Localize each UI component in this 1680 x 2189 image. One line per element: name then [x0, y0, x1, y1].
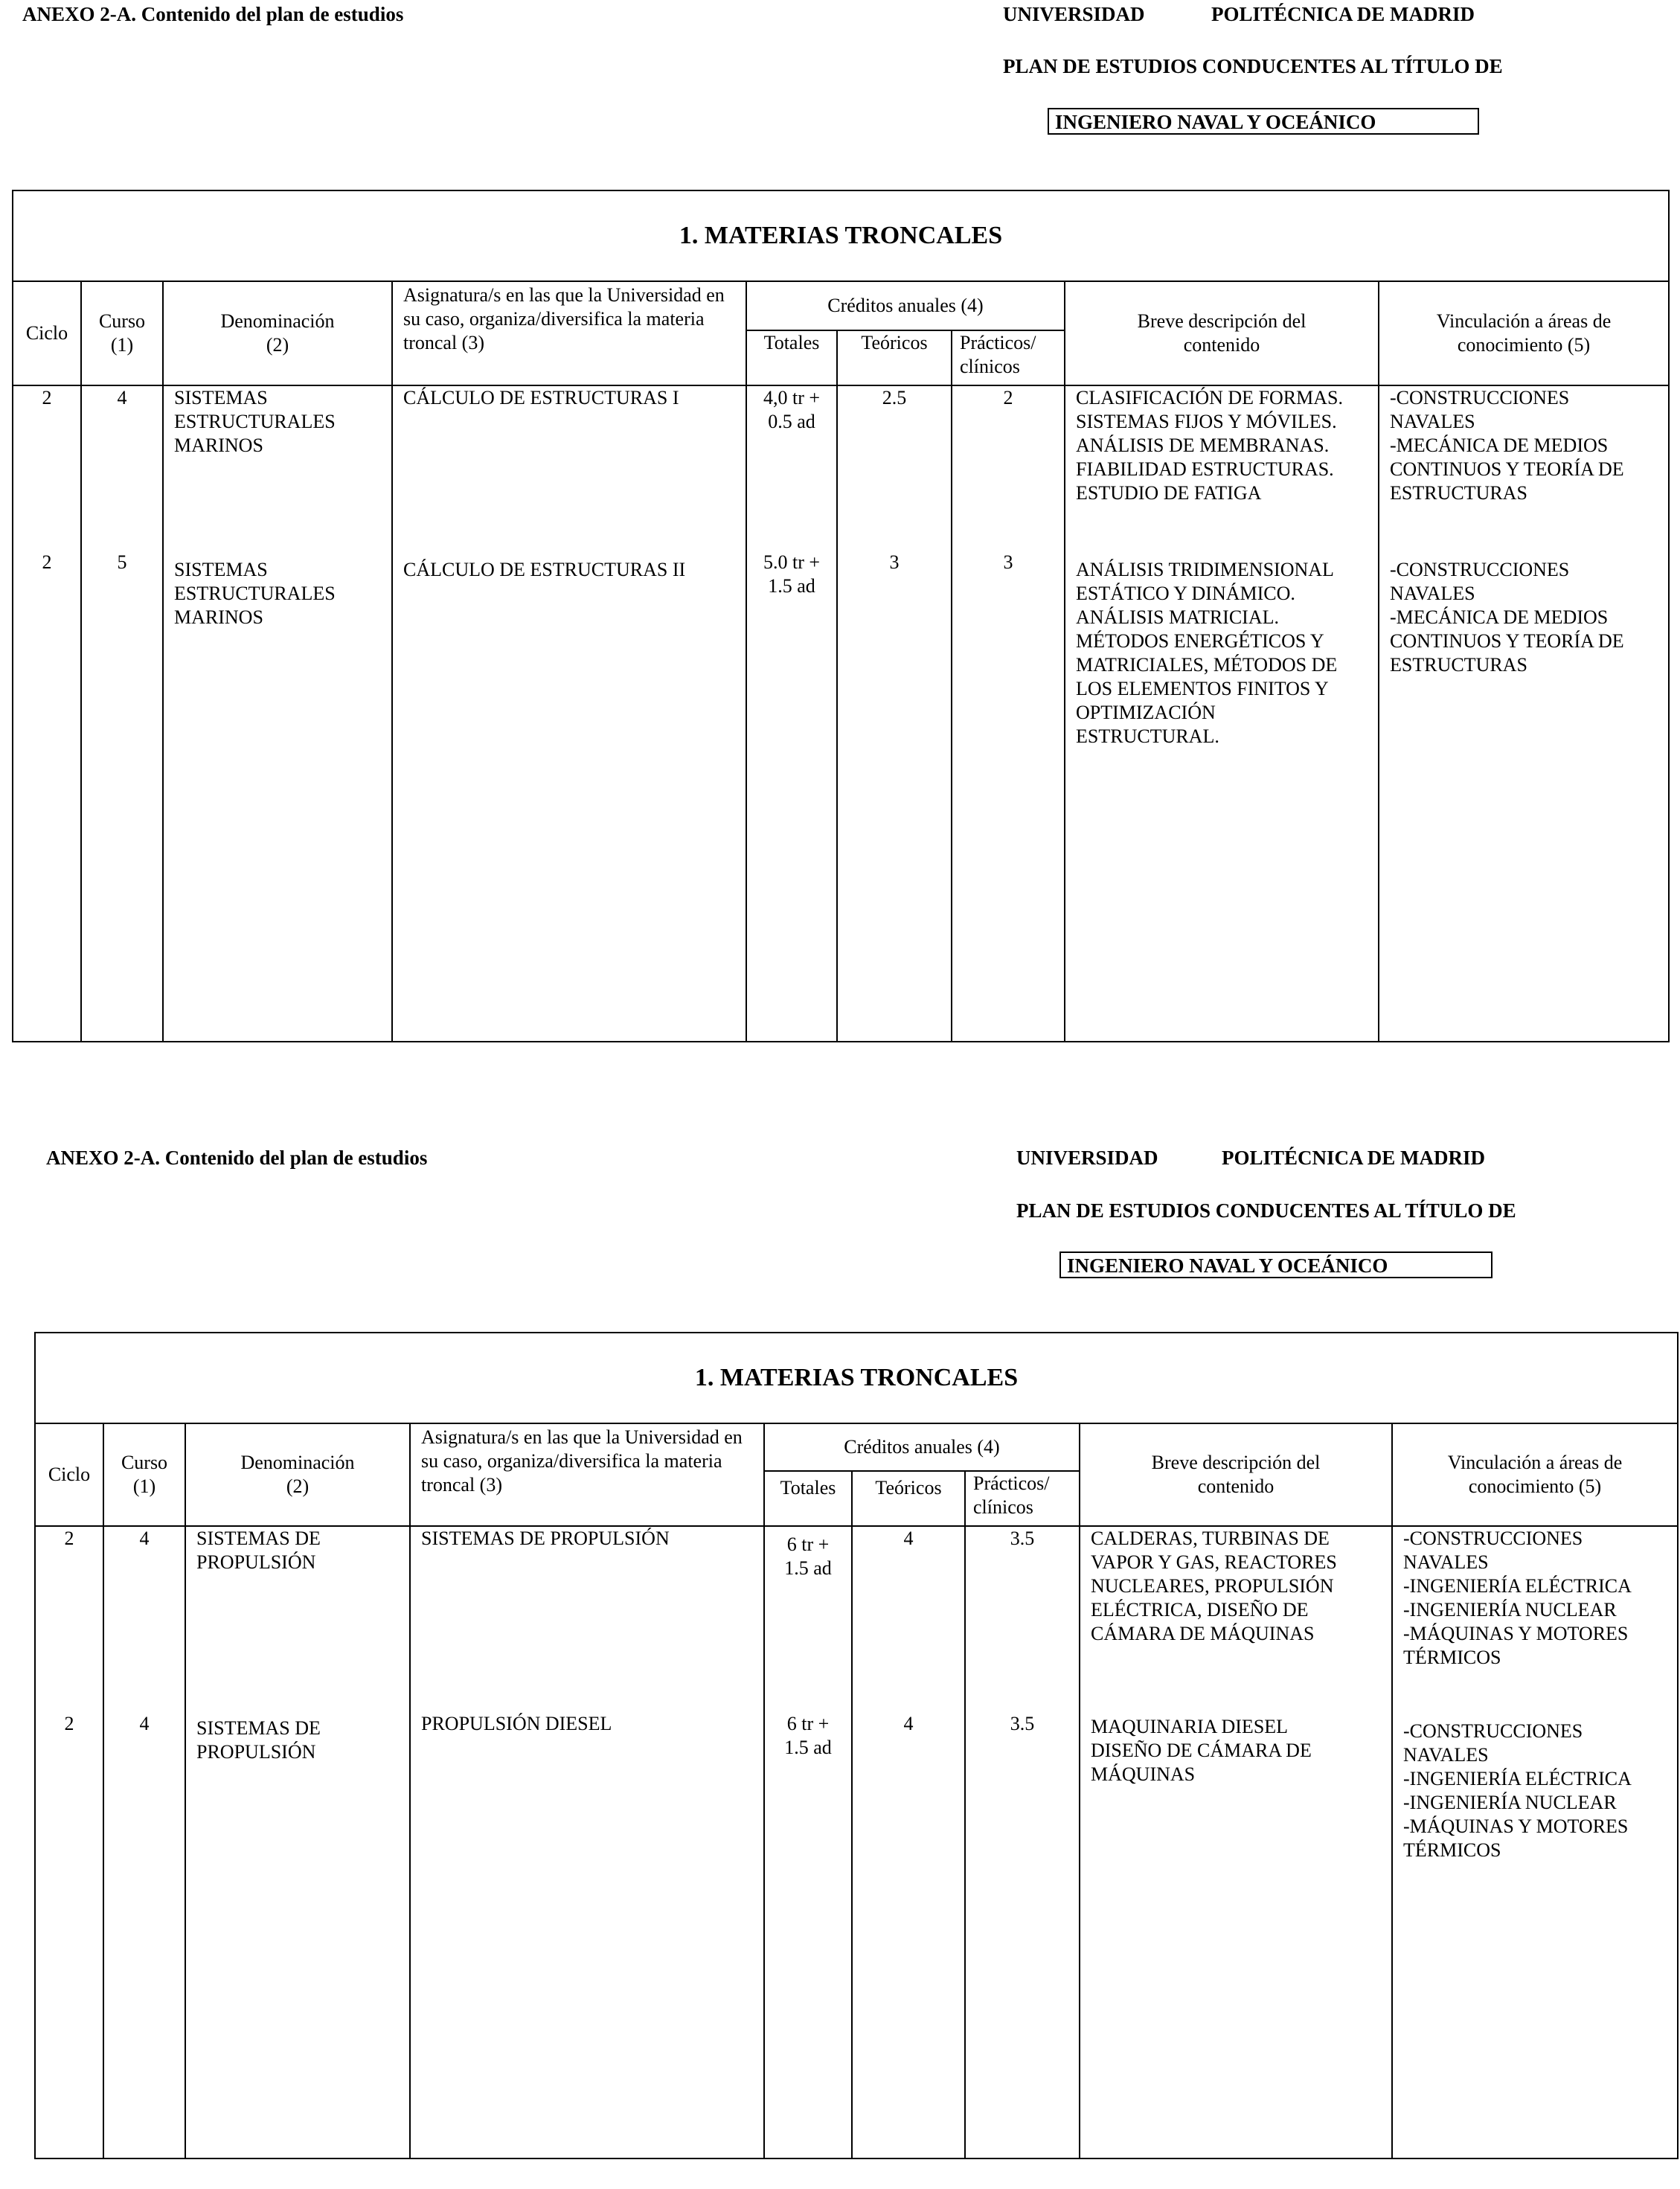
header-denominacion: Denominación (2)	[163, 281, 392, 385]
cell-practicos: 3.5	[965, 1526, 1080, 1712]
page-section-1	[0, 0, 1680, 1094]
header-curso: Curso (1)	[81, 281, 163, 385]
annex-title: ANEXO 2-A. Contenido del plan de estudios	[46, 1147, 428, 1169]
header-creditos: Créditos anuales (4)	[746, 281, 1065, 330]
table-row	[13, 551, 1669, 1042]
cell-vinculacion: -CONSTRUCCIONES NAVALES -MECÁNICA DE MEDIOS CONTINUOS Y TEORÍA DE ESTRUCTURAS	[1379, 551, 1669, 1042]
cell-descripcion: CALDERAS, TURBINAS DE VAPOR Y GAS, REACTORES NUCLEARES, PROPULSIÓN ELÉCTRICA, DISEÑO DE CÁMARA DE MÁQUINAS	[1080, 1526, 1392, 1712]
header-ciclo: Ciclo	[35, 1423, 103, 1526]
cell-asignatura: CÁLCULO DE ESTRUCTURAS II	[392, 551, 746, 1042]
cell-vinculacion: -CONSTRUCCIONES NAVALES -MECÁNICA DE MEDIOS CONTINUOS Y TEORÍA DE ESTRUCTURAS	[1379, 385, 1669, 551]
header-vinculacion: Vinculación a áreas de conocimiento (5)	[1379, 281, 1669, 385]
plan-label: PLAN DE ESTUDIOS CONDUCENTES AL TÍTULO DE	[1016, 1199, 1516, 1222]
cell-denominacion: SISTEMAS ESTRUCTURALES MARINOS	[163, 385, 392, 551]
cell-descripcion: CLASIFICACIÓN DE FORMAS. SISTEMAS FIJOS Y MÓVILES. ANÁLISIS DE MEMBRANAS. FIABILIDAD ESTRUCTURAS. ESTUDIO DE FATIGA	[1065, 385, 1379, 551]
header-asignatura: Asignatura/s en las que la Universidad en su caso, organiza/diversifica la materia troncal (3)	[392, 281, 746, 385]
header-totales: Totales	[746, 330, 837, 385]
cell-teoricos: 3	[837, 551, 952, 1042]
table-title: 1. MATERIAS TRONCALES	[35, 1333, 1678, 1423]
header-denominacion: Denominación (2)	[185, 1423, 410, 1526]
header-vinculacion: Vinculación a áreas de conocimiento (5)	[1392, 1423, 1678, 1526]
cell-vinculacion: -CONSTRUCCIONES NAVALES -INGENIERÍA ELÉCTRICA -INGENIERÍA NUCLEAR -MÁQUINAS Y MOTORES TÉRMICOS	[1392, 1712, 1678, 2158]
header-teoricos: Teóricos	[837, 330, 952, 385]
cell-vinculacion: -CONSTRUCCIONES NAVALES -INGENIERÍA ELÉCTRICA -INGENIERÍA NUCLEAR -MÁQUINAS Y MOTORES TÉRMICOS	[1392, 1526, 1678, 1712]
plan-label: PLAN DE ESTUDIOS CONDUCENTES AL TÍTULO DE	[1003, 55, 1503, 77]
header-teoricos: Teóricos	[852, 1471, 965, 1526]
header-descripcion: Breve descripción del contenido	[1080, 1423, 1392, 1526]
university-name: POLITÉCNICA DE MADRID	[1211, 3, 1475, 25]
cell-asignatura: CÁLCULO DE ESTRUCTURAS I	[392, 385, 746, 551]
header-totales: Totales	[764, 1471, 852, 1526]
cell-ciclo: 2	[13, 551, 81, 1042]
cell-descripcion: ANÁLISIS TRIDIMENSIONAL ESTÁTICO Y DINÁMICO. ANÁLISIS MATRICIAL. MÉTODOS ENERGÉTICOS Y MATRICIALES, MÉTODOS DE LOS ELEMENTOS FINITOS Y OPTIMIZACIÓN ESTRUCTURAL.	[1065, 551, 1379, 1042]
table-row	[35, 1712, 1678, 2158]
cell-ciclo: 2	[35, 1712, 103, 2158]
cell-practicos: 2	[952, 385, 1065, 551]
header-creditos: Créditos anuales (4)	[764, 1423, 1080, 1471]
cell-denominacion: SISTEMAS DE PROPULSIÓN	[185, 1712, 410, 2158]
degree-box: INGENIERO NAVAL Y OCEÁNICO	[1059, 1251, 1493, 1278]
cell-totales: 4,0 tr + 0.5 ad	[746, 385, 837, 551]
cell-totales: 5.0 tr + 1.5 ad	[746, 551, 837, 1042]
cell-curso: 4	[81, 385, 163, 551]
degree-box: INGENIERO NAVAL Y OCEÁNICO	[1048, 108, 1479, 135]
cell-descripcion: MAQUINARIA DIESEL DISEÑO DE CÁMARA DE MÁQUINAS	[1080, 1712, 1392, 2158]
cell-asignatura: PROPULSIÓN DIESEL	[410, 1712, 764, 2158]
page-section-2	[0, 1143, 1680, 2189]
cell-teoricos: 2.5	[837, 385, 952, 551]
cell-curso: 4	[103, 1526, 185, 1712]
header-practicos: Prácticos/ clínicos	[952, 330, 1065, 385]
cell-teoricos: 4	[852, 1526, 965, 1712]
materias-troncales-table	[34, 1332, 1679, 2159]
university-name: POLITÉCNICA DE MADRID	[1222, 1147, 1486, 1169]
cell-curso: 5	[81, 551, 163, 1042]
table-title: 1. MATERIAS TRONCALES	[13, 190, 1669, 281]
header-practicos: Prácticos/ clínicos	[965, 1471, 1080, 1526]
header-asignatura: Asignatura/s en las que la Universidad en su caso, organiza/diversifica la materia troncal (3)	[410, 1423, 764, 1526]
table-row	[13, 385, 1669, 551]
cell-denominacion: SISTEMAS DE PROPULSIÓN	[185, 1526, 410, 1712]
university-label: UNIVERSIDAD	[1003, 3, 1145, 25]
cell-denominacion: SISTEMAS ESTRUCTURALES MARINOS	[163, 551, 392, 1042]
header-ciclo: Ciclo	[13, 281, 81, 385]
materias-troncales-table	[12, 190, 1670, 1042]
cell-teoricos: 4	[852, 1712, 965, 2158]
cell-practicos: 3	[952, 551, 1065, 1042]
cell-totales: 6 tr + 1.5 ad	[764, 1526, 852, 1712]
cell-totales: 6 tr + 1.5 ad	[764, 1712, 852, 2158]
cell-ciclo: 2	[35, 1526, 103, 1712]
cell-ciclo: 2	[13, 385, 81, 551]
cell-practicos: 3.5	[965, 1712, 1080, 2158]
header-descripcion: Breve descripción del contenido	[1065, 281, 1379, 385]
annex-title: ANEXO 2-A. Contenido del plan de estudios	[22, 3, 404, 25]
table-row	[35, 1526, 1678, 1712]
header-curso: Curso (1)	[103, 1423, 185, 1526]
cell-asignatura: SISTEMAS DE PROPULSIÓN	[410, 1526, 764, 1712]
cell-curso: 4	[103, 1712, 185, 2158]
university-label: UNIVERSIDAD	[1016, 1147, 1158, 1169]
